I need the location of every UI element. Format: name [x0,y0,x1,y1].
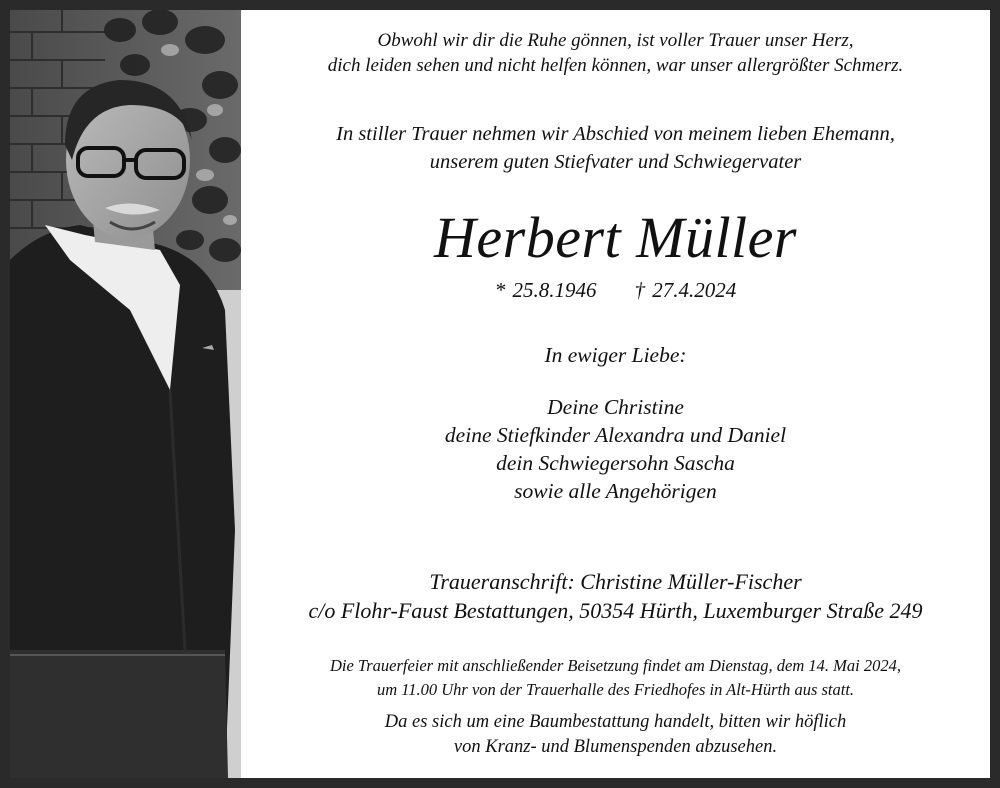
address-line-2: c/o Flohr-Faust Bestattungen, 50354 Hürth, Luxemburger Straße 249 [308,598,923,623]
mourner-name: dein Schwiegersohn Sascha [496,451,735,475]
request-line-1: Da es sich um eine Baumbestattung handelt, bitten wir höflich [384,712,847,732]
ceremony-line-1: Die Trauerfeier mit anschließender Beisetzung findet am Dienstag, dem 14. Mai 2024, [329,656,901,675]
mourner-name: deine Stiefkinder Alexandra und Daniel [444,423,787,447]
jeans [10,650,228,778]
verse-line-2: dich leiden sehen und nicht helfen können, war unser allergrößter Schmerz. [327,55,904,76]
verse-line-1: Obwohl wir dir die Ruhe gönnen, ist voller Trauer unser Herz, [377,30,854,51]
address-line-1: Traueranschrift: Christine Müller-Fischer [429,569,802,594]
life-dates [241,278,990,303]
intro-line-2: unserem guten Stiefvater und Schwiegervater [429,151,802,173]
deceased-name: Herbert Müller [434,205,797,270]
obituary-notice [10,10,990,778]
request-line-2: von Kranz- und Blumenspenden abzusehen. [453,737,778,757]
death-date: † 27.4.2024 [634,278,737,302]
portrait-illustration [10,10,241,778]
mourner-name: sowie alle Angehörigen [514,479,717,503]
mourners-heading: In ewiger Liebe: [544,343,687,367]
portrait-photo [10,10,241,778]
obituary-text [241,10,990,778]
birth-date: * 25.8.1946 [494,278,597,302]
mourner-name: Deine Christine [547,395,684,419]
intro-line-1: In stiller Trauer nehmen wir Abschied von meinem lieben Ehemann, [336,123,895,145]
ceremony-line-2: um 11.00 Uhr von der Trauerhalle des Friedhofes in Alt-Hürth aus statt. [376,680,855,699]
